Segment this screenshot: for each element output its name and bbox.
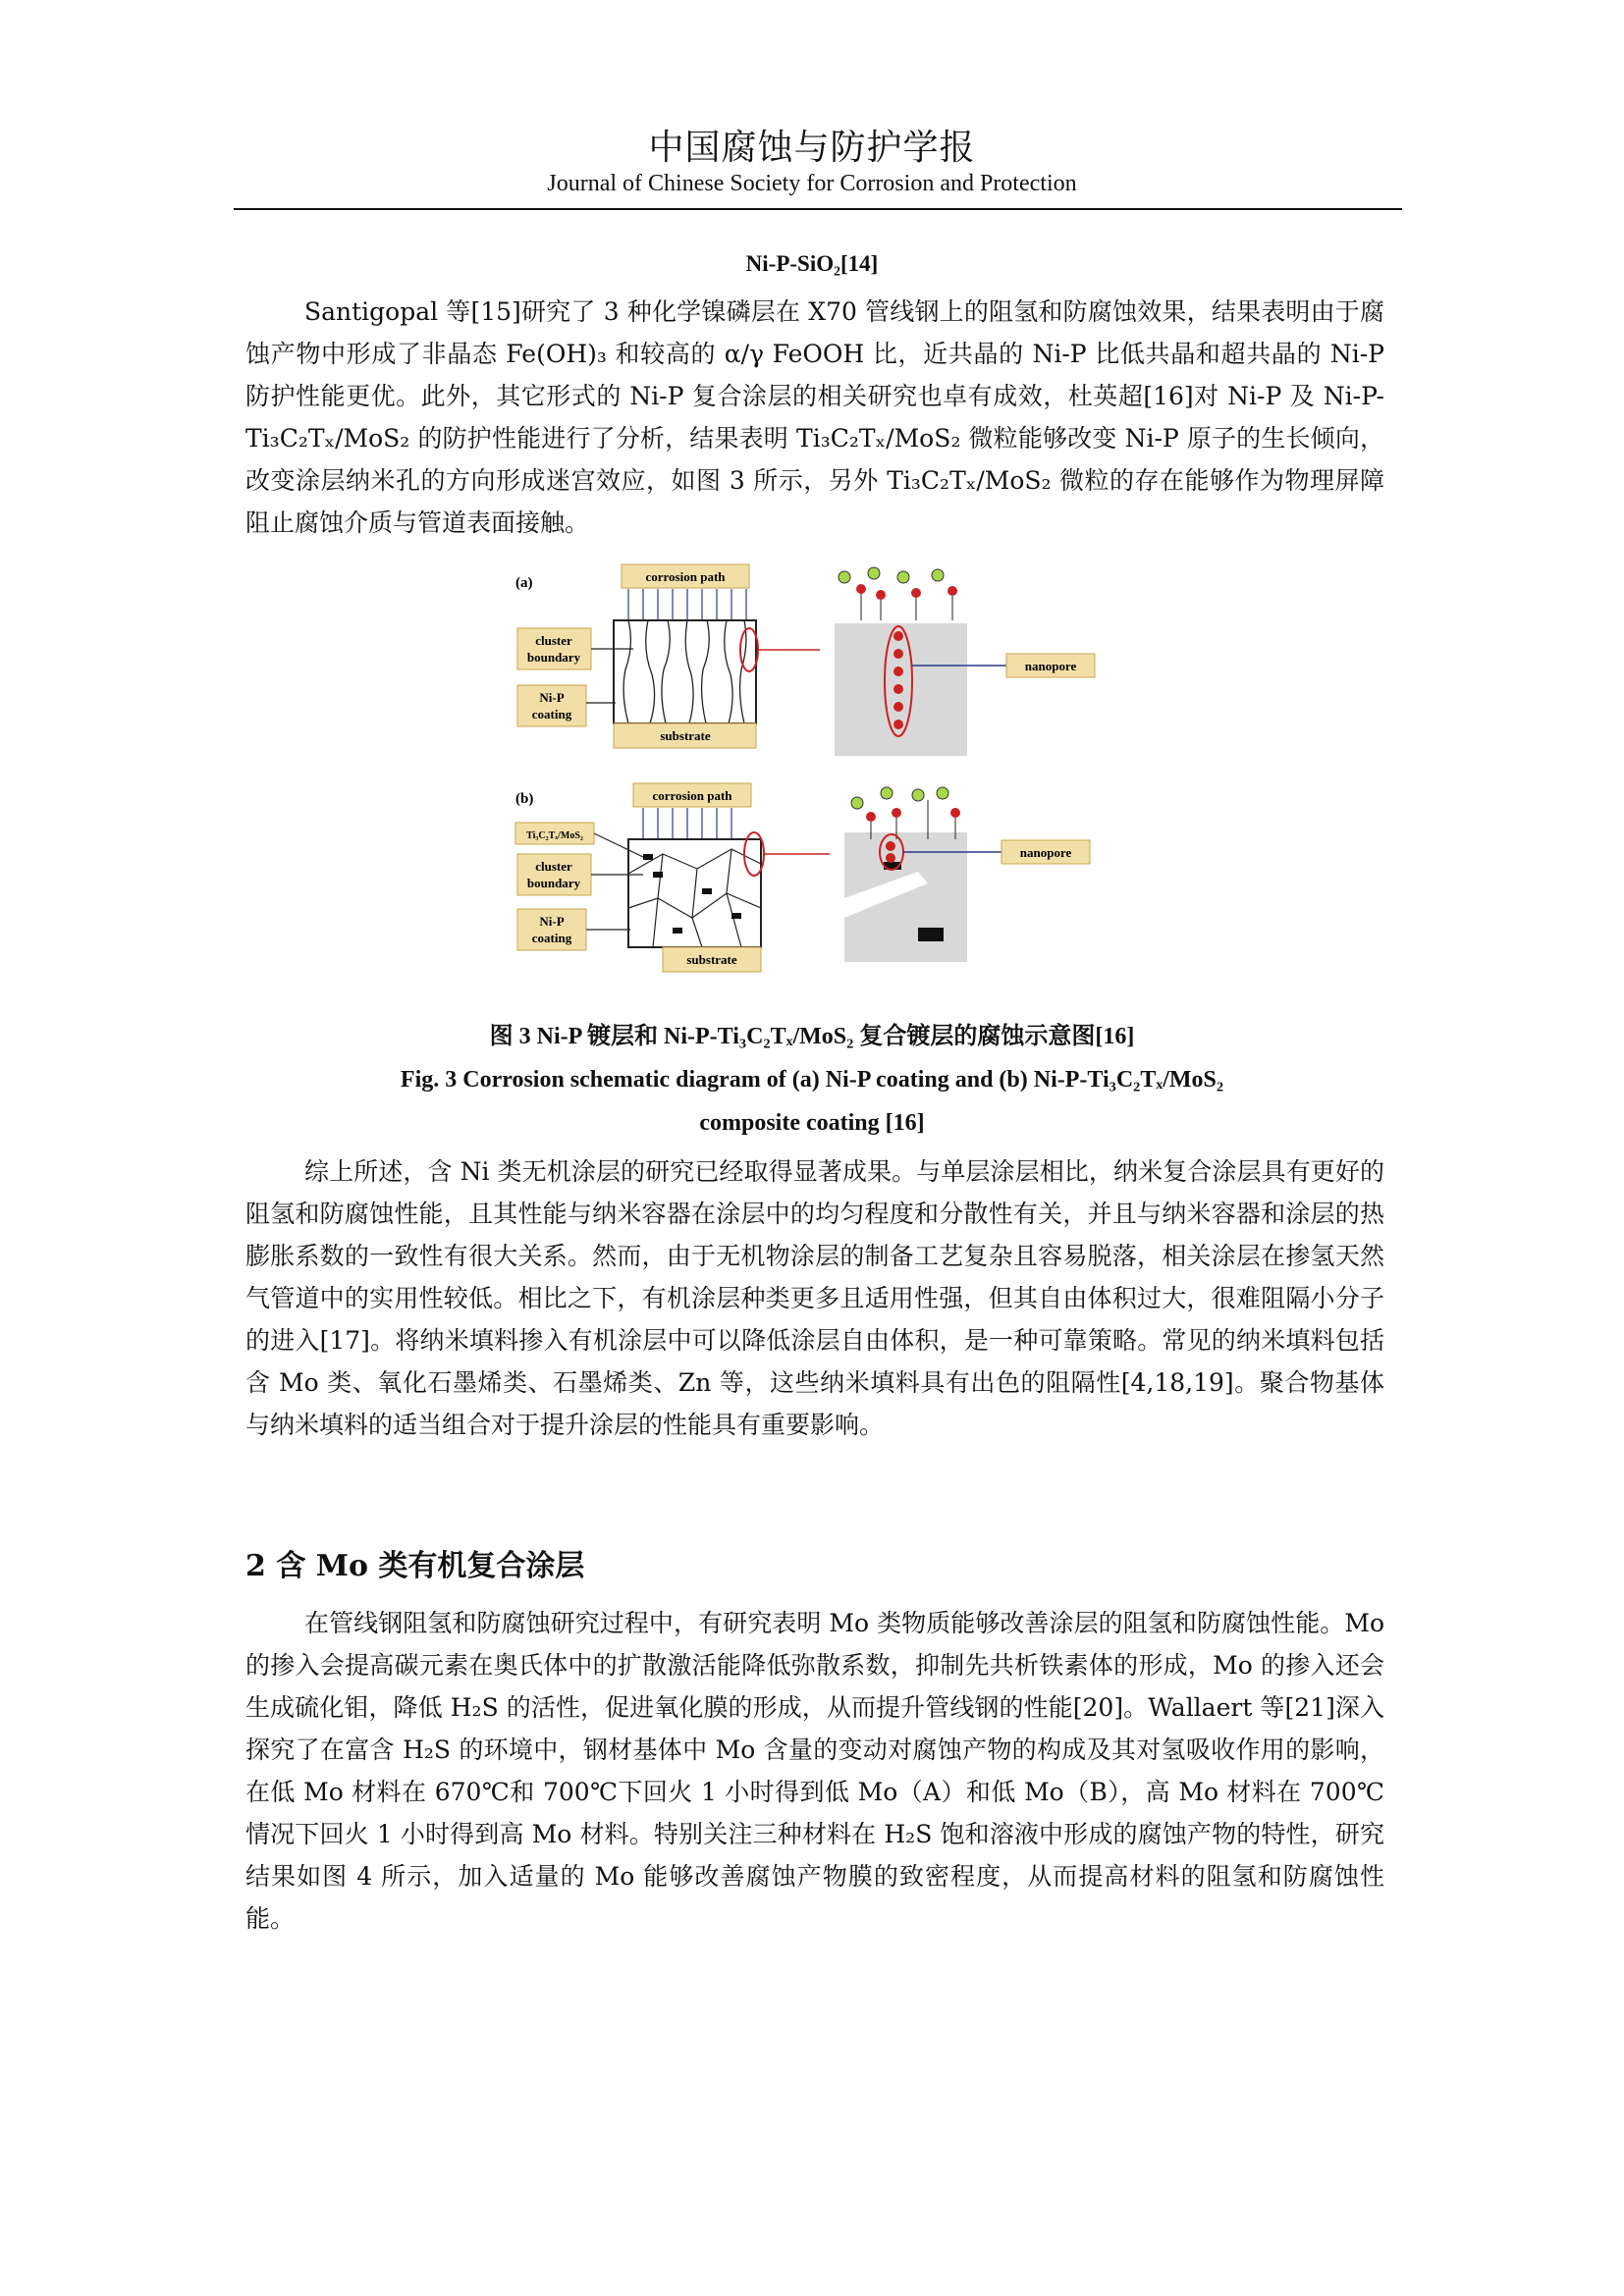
panel-a-label: (a) xyxy=(515,575,533,591)
hydrogen-atom-b2 xyxy=(886,853,895,863)
paragraph-2 xyxy=(245,1150,1384,1446)
nip-label-a: Ni-P xyxy=(539,690,565,705)
cluster-label-b: cluster xyxy=(535,859,572,874)
paragraph-1-text: Santigopal 等[15]研究了 3 种化学镍磷层在 X70 管线钢上的阻氢和防腐蚀效果，结果表明由于腐蚀产物中形成了非晶态 Fe(OH)₃ 和较高的 α/γ FeOOH 比，近共晶的 Ni-P 比低共晶和超共晶的 Ni-P 防护性能更优。此外，其它形式的 Ni-P 复合涂层的相关研究也卓有成效，杜英超[16]对 Ni-P 及 Ni-P-Ti₃C₂Tₓ/MoS₂ 的防护性能进行了分析，结果表明 Ti₃C₂Tₓ/MoS₂ 微粒能够改变 Ni-P 原子的生长倾向，改变涂层纳米孔的方向形成迷宫效应，如图 3 所示，另外 Ti₃C₂Tₓ/MoS₂ 微粒的存在能够作为物理屏障阻止腐蚀介质与管道表面接触。 xyxy=(245,297,1384,537)
substrate-label-b: substrate xyxy=(686,952,737,967)
nanopore-label-b: nanopore xyxy=(1019,845,1072,860)
figure-caption-en-line2: composite coating [16] xyxy=(699,1110,925,1136)
corrosion-arrows-a xyxy=(628,589,746,620)
journal-title-en: Journal of Chinese Society for Corrosion and Protection xyxy=(547,171,1077,196)
cluster-label-a: cluster xyxy=(535,633,572,648)
coating-label-b: coating xyxy=(531,931,572,945)
coating-label-a: coating xyxy=(531,707,572,721)
ti3c2tx-label-b: Ti₃C₂Tₓ/MoS₂ xyxy=(526,830,583,841)
substrate-label-a: substrate xyxy=(660,728,711,743)
boundary-label-a: boundary xyxy=(526,650,581,665)
figure-caption-en-line1: Fig. 3 Corrosion schematic diagram of (a) Ni-P coating and (b) Ni-P-Ti₃C₂Tₓ/MoS₂ xyxy=(400,1067,1224,1093)
gas-molecules-b xyxy=(851,787,960,839)
corrosion-arrows-b xyxy=(643,808,731,839)
panel-b-label: (b) xyxy=(515,791,534,807)
hydrogen-atom-b1 xyxy=(886,841,895,851)
figure-caption-cn: 图 3 Ni-P 镀层和 Ni-P-Ti₃C₂Tₓ/MoS₂ 复合镀层的腐蚀示意图[16] xyxy=(489,1024,1135,1049)
nanopore-label-a: nanopore xyxy=(1024,659,1077,673)
journal-title-cn: 中国腐蚀与防护学报 xyxy=(648,128,976,168)
subsection-heading: Ni-P-SiO₂[14] xyxy=(745,251,879,276)
boundary-label-b: boundary xyxy=(526,876,581,890)
corrosion-schematic-figure xyxy=(506,560,1114,1001)
gas-molecules-a xyxy=(839,567,957,620)
corrosion-path-label-b: corrosion path xyxy=(652,788,732,803)
section-2-heading: 2 含 Mo 类有机复合涂层 xyxy=(245,1549,585,1583)
header-rule xyxy=(234,208,1402,210)
paragraph-2-text: 综上所述，含 Ni 类无机涂层的研究已经取得显著成果。与单层涂层相比，纳米复合涂层具有更好的阻氢和防腐蚀性能，且其性能与纳米容器在涂层中的均匀程度和分散性有关，并且与纳米容器和涂层的热膨胀系数的一致性有很大关系。然而，由于无机物涂层的制备工艺复杂且容易脱落，相关涂层在掺氢天然气管道中的实用性较低。相比之下，有机涂层种类更多且适用性强，但其自由体积过大，很难阻隔小分子的进入[17]。将纳米填料掺入有机涂层中可以降低涂层自由体积，是一种可靠策略。常见的纳米填料包括含 Mo 类、氧化石墨烯类、石墨烯类、Zn 等，这些纳米填料具有出色的阻隔性[4,18,19]。聚合物基体与纳米填料的适当组合对于提升涂层的性能具有重要影响。 xyxy=(245,1157,1384,1439)
coating-layer-a xyxy=(614,620,756,723)
nip-label-b: Ni-P xyxy=(539,914,565,929)
paragraph-3 xyxy=(245,1602,1384,1940)
corrosion-path-label-a: corrosion path xyxy=(645,569,726,584)
paragraph-3-text: 在管线钢阻氢和防腐蚀研究过程中，有研究表明 Mo 类物质能够改善涂层的阻氢和防腐蚀性能。Mo 的掺入会提高碳元素在奥氏体中的扩散激活能降低弥散系数，抑制先共析铁素体的形成，Mo 的掺入还会生成硫化钼，降低 H₂S 的活性，促进氧化膜的形成，从而提升管线钢的性能[20]。Wallaert 等[21]深入探究了在富含 H₂S 的环境中，钢材基体中 Mo 含量的变动对腐蚀产物的构成及其对氢吸收作用的影响，在低 Mo 材料在 670℃和 700℃下回火 1 小时得到低 Mo（A）和低 Mo（B），高 Mo 材料在 700℃情况下回火 1 小时得到高 Mo 材料。特别关注三种材料在 H₂S 饱和溶液中形成的腐蚀产物的特性，研究结果如图 4 所示，加入适量的 Mo 能够改善腐蚀产物膜的致密程度，从而提高材料的阻氢和防腐蚀性能。 xyxy=(245,1609,1384,1933)
paragraph-1 xyxy=(245,291,1384,544)
particle-zoom-b2 xyxy=(918,928,944,941)
